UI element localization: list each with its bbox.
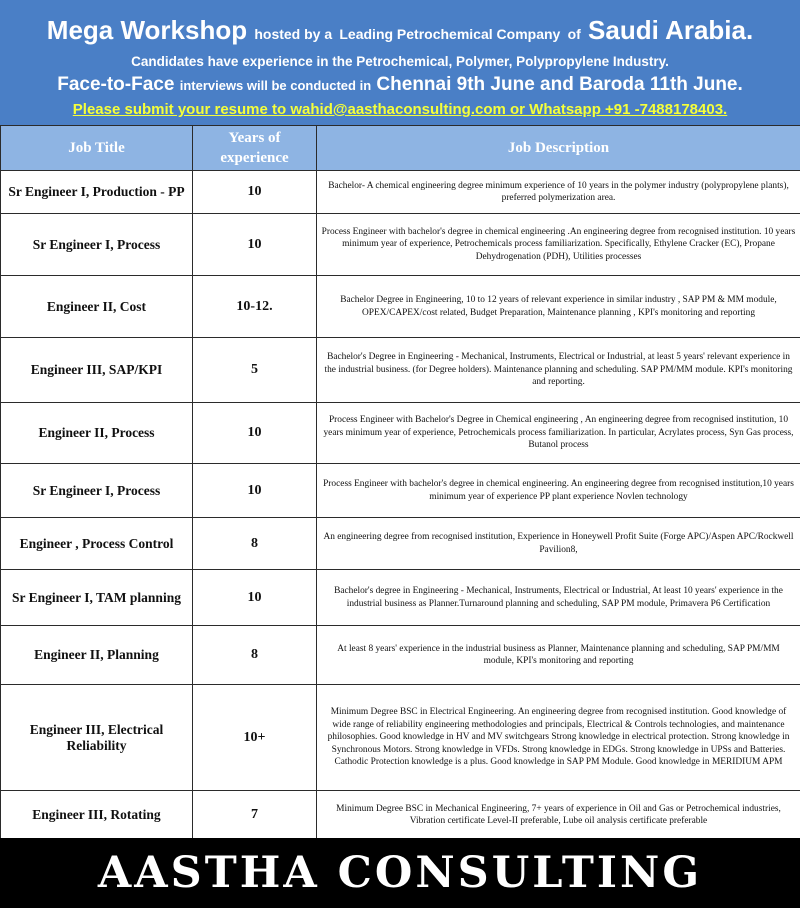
interview-locations: Chennai 9th June and Baroda 11th June. bbox=[376, 74, 743, 95]
job-years: 10 bbox=[193, 403, 317, 464]
job-description: Bachelor's degree in Engineering - Mechanical, Instruments, Electrical or Industrial, At least 10 years' experience in the industrial business as Planner.Turnaround planning and scheduling, SAP PM module, Primavera P6 Certification bbox=[317, 570, 800, 626]
contact-line[interactable]: Please submit your resume to wahid@aasthaconsulting.com or Whatsapp +91 -7488178403. bbox=[72, 101, 728, 118]
job-title: Engineer II, Process bbox=[1, 403, 193, 464]
job-title: Engineer II, Planning bbox=[1, 626, 193, 685]
job-title: Engineer , Process Control bbox=[1, 518, 193, 570]
header-years: Years of experience bbox=[193, 126, 317, 171]
table-row bbox=[1, 626, 800, 685]
interview-text: interviews will be conducted in bbox=[179, 78, 372, 93]
job-years: 7 bbox=[193, 791, 317, 840]
footer-brand: AASTHA CONSULTING bbox=[0, 838, 800, 908]
job-years: 10+ bbox=[193, 685, 317, 791]
job-description: Process Engineer with bachelor's degree in chemical engineering .An engineering degree from recognised institution. 10 years minimum year of experience, Petrochemicals process familiarization. Specifically, Ethylene Cracker (EC), Propane Dehydrogenation (PDH), Utilities processes bbox=[317, 214, 800, 276]
job-description: Bachelor- A chemical engineering degree minimum experience of 10 years in the polymer industry (polypropylene plants), preferred polymerization area. bbox=[317, 171, 800, 214]
job-title: Engineer III, SAP/KPI bbox=[1, 338, 193, 403]
job-years: 5 bbox=[193, 338, 317, 403]
interview-type: Face-to-Face bbox=[57, 74, 175, 95]
job-description: At least 8 years' experience in the industrial business as Planner, Maintenance planning and scheduling, SAP PM/MM module, KPI's monitoring and reporting bbox=[317, 626, 800, 685]
job-description: Process Engineer with Bachelor's Degree in Chemical engineering , An engineering degree from recognised institution, 10 years minimum year of experience, Petrochemicals process familiarization. In particular, Acrylates process, Syn Gas process, Butanol process bbox=[317, 403, 800, 464]
job-title: Engineer II, Cost bbox=[1, 276, 193, 338]
table-row bbox=[1, 518, 800, 570]
job-title: Engineer III, Rotating bbox=[1, 791, 193, 840]
table-row bbox=[1, 276, 800, 338]
job-years: 10 bbox=[193, 570, 317, 626]
headline-mega-workshop: Mega Workshop bbox=[46, 15, 248, 45]
table-row bbox=[1, 338, 800, 403]
job-years: 10 bbox=[193, 171, 317, 214]
job-title: Engineer III, Electrical Reliability bbox=[1, 685, 193, 791]
table-row bbox=[1, 464, 800, 518]
job-years: 10-12. bbox=[193, 276, 317, 338]
table-row bbox=[1, 685, 800, 791]
job-description: Process Engineer with bachelor's degree in chemical engineering. An engineering degree from recognised institution,10 years minimum year of experience PP plant experience Novlen technology bbox=[317, 464, 800, 518]
headline bbox=[0, 14, 800, 50]
job-description: Minimum Degree BSC in Electrical Engineering. An engineering degree from recognised institution. Good knowledge of wide range of reliability engineering methodologies and principals, Electrical & Controls technologies, and maintenance philosophies. Good knowledge in HV and MV switchgears Strong knowledge in electrical protection. Strong knowledge in Synchronous Motors. Strong knowledge in VFDs. Strong knowledge in EDGs. Strong knowledge in UPSs and Batteries. Cathodic Protection knowledge is a plus. Good knowledge in SAP PM Module. Good knowledge in MERIDIUM APM bbox=[317, 685, 800, 791]
headline-company: Leading Petrochemical Company bbox=[339, 26, 561, 42]
headline-hosted-by: hosted by a bbox=[254, 26, 333, 42]
job-title: Sr Engineer I, Process bbox=[1, 214, 193, 276]
header-description: Job Description bbox=[317, 126, 800, 171]
header-banner bbox=[0, 0, 800, 125]
job-description: An engineering degree from recognised institution, Experience in Honeywell Profit Suite (Forge APC)/Aspen APC/Rockwell Pavilion8, bbox=[317, 518, 800, 570]
job-years: 10 bbox=[193, 464, 317, 518]
table-row bbox=[1, 403, 800, 464]
headline-country: Saudi Arabia. bbox=[588, 15, 754, 45]
job-years: 8 bbox=[193, 518, 317, 570]
job-title: Sr Engineer I, Process bbox=[1, 464, 193, 518]
interview-line bbox=[0, 72, 800, 99]
job-description: Bachelor Degree in Engineering, 10 to 12 years of relevant experience in similar industry , SAP PM & MM module, OPEX/CAPEX/cost related, Budget Preparation, Maintenance planning , KPI's monitoring and reporting bbox=[317, 276, 800, 338]
table-row bbox=[1, 214, 800, 276]
job-description: Minimum Degree BSC in Mechanical Engineering, 7+ years of experience in Oil and Gas or Petrochemical industries, Vibration certificate Level-II preferable, Lube oil analysis certificate preferable bbox=[317, 791, 800, 840]
table-row bbox=[1, 791, 800, 840]
job-description: Bachelor's Degree in Engineering - Mechanical, Instruments, Electrical or Industrial, at least 5 years' relevant experience in the industrial business. (for Degree holders). Maintenance planning and scheduling. SAP PM/MM module. KPI's monitoring and reporting. bbox=[317, 338, 800, 403]
job-years: 8 bbox=[193, 626, 317, 685]
job-title: Sr Engineer I, TAM planning bbox=[1, 570, 193, 626]
job-years: 10 bbox=[193, 214, 317, 276]
subheadline: Candidates have experience in the Petrochemical, Polymer, Polypropylene Industry. bbox=[131, 54, 669, 69]
headline-of: of bbox=[567, 26, 581, 42]
job-title: Sr Engineer I, Production - PP bbox=[1, 171, 193, 214]
header-job-title: Job Title bbox=[1, 126, 193, 171]
table-row bbox=[1, 171, 800, 214]
table-row bbox=[1, 570, 800, 626]
table-header-row bbox=[1, 126, 800, 171]
jobs-table bbox=[0, 125, 800, 840]
